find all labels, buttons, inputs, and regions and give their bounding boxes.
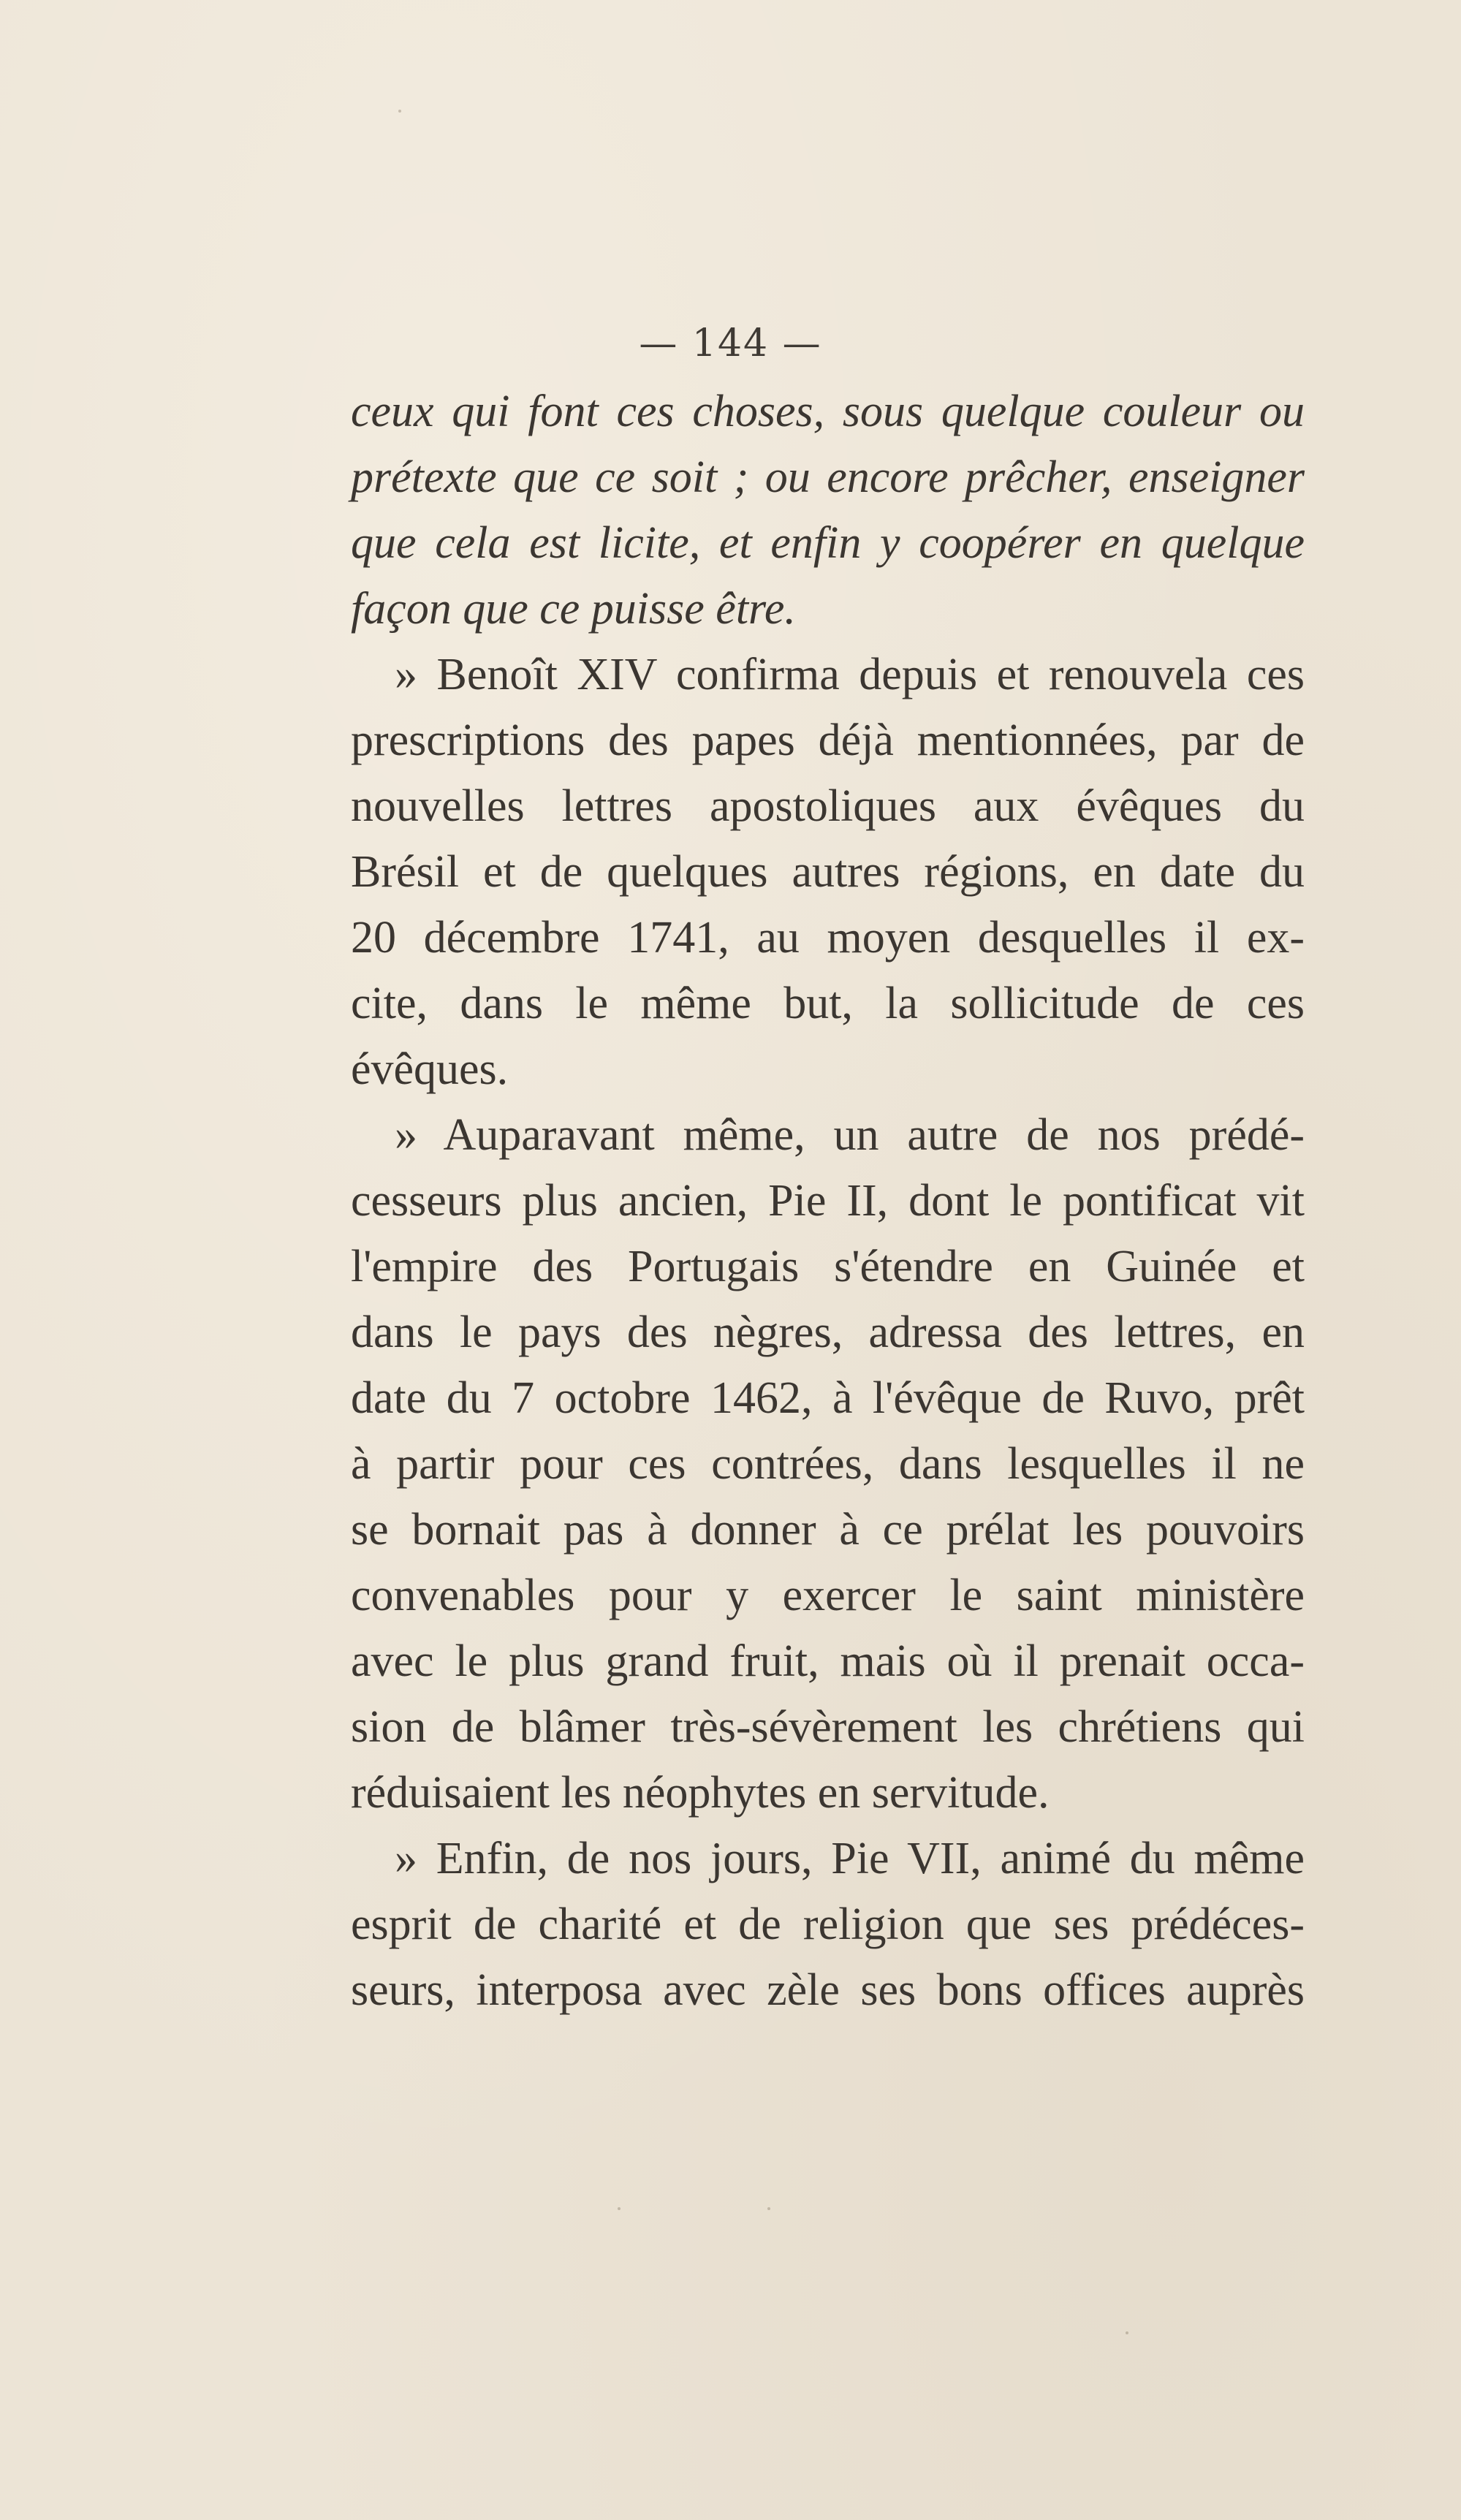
text-line: esprit de charité et de religion que ses prédéces-	[351, 1900, 1305, 1949]
text-line: cite, dans le même but, la sollicitude de ces	[351, 979, 1305, 1028]
text-line: Brésil et de quelques autres régions, en date du	[351, 847, 1305, 897]
text-line: avec le plus grand fruit, mais où il prenait occa-	[351, 1636, 1305, 1686]
paragraph-start-line: » Enfin, de nos jours, Pie VII, animé du même	[395, 1834, 1305, 1883]
text-line: réduisaient les néophytes en servitude.	[351, 1768, 1050, 1818]
paper-speck	[1126, 2331, 1128, 2334]
paragraph-start-line: » Auparavant même, un autre de nos prédé-	[395, 1110, 1305, 1160]
text-line: l'empire des Portugais s'étendre en Guinée et	[351, 1242, 1305, 1291]
text-line: prétexte que ce soit ; ou encore prêcher, enseigner	[351, 452, 1305, 502]
paper-speck	[767, 2207, 770, 2210]
text-line: dans le pays des nègres, adressa des lettres, en	[351, 1308, 1305, 1357]
text-line: ceux qui font ces choses, sous quelque couleur ou	[351, 387, 1305, 436]
paper-speck	[398, 110, 401, 113]
paper-speck	[618, 2207, 621, 2210]
text-line: à partir pour ces contrées, dans lesquelles il ne	[351, 1439, 1305, 1489]
text-line: façon que ce puisse être.	[351, 584, 796, 634]
paragraph-start-line: » Benoît XIV confirma depuis et renouvela ces	[395, 650, 1305, 699]
text-line: 20 décembre 1741, au moyen desquelles il ex-	[351, 913, 1305, 963]
text-line: date du 7 octobre 1462, à l'évêque de Ruvo, prêt	[351, 1373, 1305, 1423]
text-line: évêques.	[351, 1044, 509, 1094]
body-text	[351, 379, 1305, 2023]
page-number: — 144 —	[639, 322, 822, 365]
text-line: prescriptions des papes déjà mentionnées, par de	[351, 716, 1305, 765]
text-line: nouvelles lettres apostoliques aux évêques du	[351, 781, 1305, 831]
text-line: se bornait pas à donner à ce prélat les pouvoirs	[351, 1505, 1305, 1555]
text-line: seurs, interposa avec zèle ses bons offices auprès	[351, 1965, 1305, 2015]
text-line: convenables pour y exercer le saint ministère	[351, 1571, 1305, 1620]
text-line: sion de blâmer très-sévèrement les chrétiens qui	[351, 1702, 1305, 1752]
text-line: cesseurs plus ancien, Pie II, dont le pontificat vit	[351, 1176, 1305, 1226]
text-line: que cela est licite, et enfin y coopérer en quelque	[351, 518, 1305, 568]
